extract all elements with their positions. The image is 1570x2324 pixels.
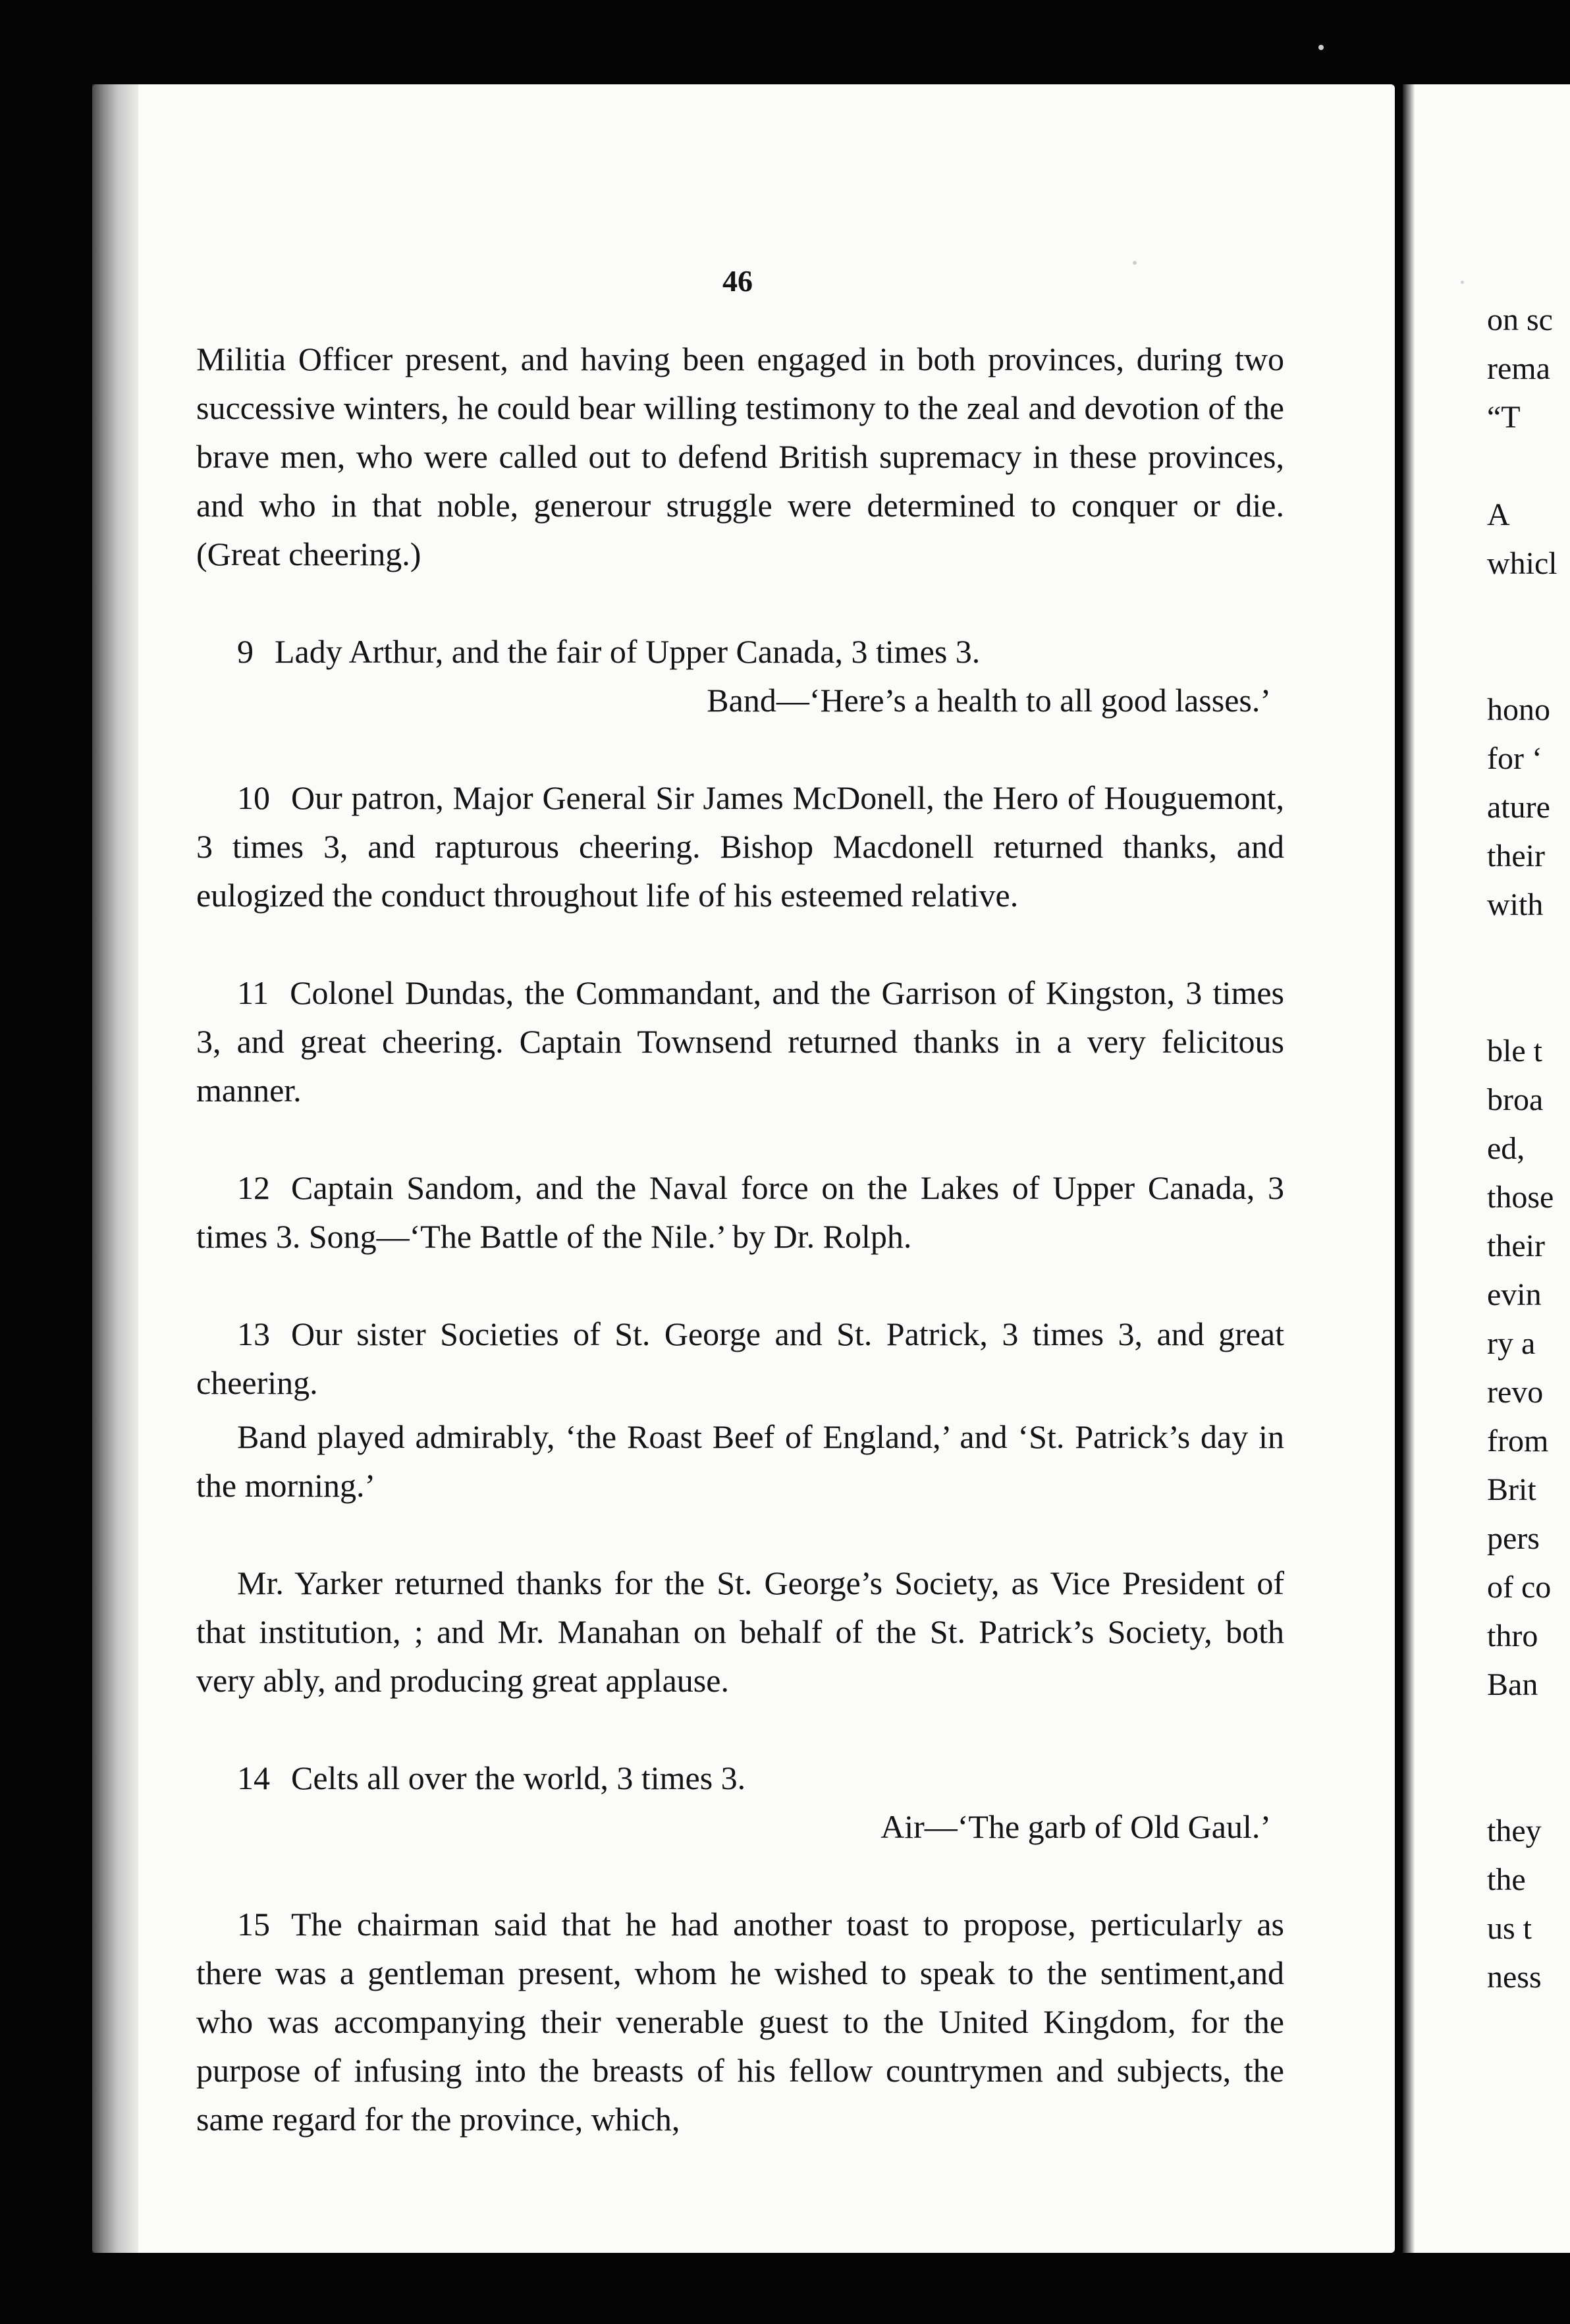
right-page-fragment: their (1487, 839, 1545, 873)
right-page-fragment: those (1487, 1180, 1554, 1215)
right-page-fragment: ness (1487, 1960, 1542, 1995)
toast-9-band (196, 676, 1284, 725)
toast-number: 12 (237, 1169, 270, 1206)
right-page-fragment: “T (1487, 400, 1521, 435)
band-played-paragraph (196, 1412, 1284, 1510)
air-line: Air—‘The garb of Old Gaul.’ (880, 1808, 1271, 1845)
right-page-fragment: rema (1487, 351, 1550, 386)
right-page-fragment (1487, 589, 1570, 638)
right-page-fragment: Brit (1487, 1472, 1536, 1507)
book-spine-shadow (92, 84, 138, 2253)
right-page-text-fragments (1487, 296, 1570, 2003)
toast-14-air (196, 1802, 1284, 1851)
right-page-fragment (1487, 930, 1570, 979)
paragraph-text: Mr. Yarker returned thanks for the St. George’s Society, as Vice President of that institution, ; and Mr. Manahan on behalf of the St. Patrick’s Society, both very ably, and producing great applause. (196, 1564, 1284, 1699)
toast-number: 13 (237, 1315, 270, 1352)
paragraph-militia (196, 335, 1284, 578)
right-page-fragment: on sc (1487, 302, 1553, 337)
right-page-fragment: ature (1487, 790, 1550, 825)
right-page-fragment: revo (1487, 1375, 1544, 1410)
toast-10 (196, 773, 1284, 920)
right-page-fragment: for ‘ (1487, 741, 1542, 776)
right-page-fragment (1487, 979, 1570, 1028)
right-page-fragment: their (1487, 1229, 1545, 1263)
toast-13 (196, 1310, 1284, 1407)
right-page-fragment: whicl (1487, 546, 1557, 581)
toast-text: Our patron, Major General Sir James McDonell, the Hero of Houguemont, 3 times 3, and rapturous cheering. Bishop Macdonell returned thanks, and eulogized the conduct throughout life of his esteemed relative. (196, 779, 1284, 914)
band-line: Band—‘Here’s a health to all good lasses.’ (707, 682, 1271, 719)
toast-text: Captain Sandom, and the Naval force on the Lakes of Upper Canada, 3 times 3. Song—‘The Battle of the Nile.’ by Dr. Rolph. (196, 1169, 1284, 1255)
toast-text: The chairman said that he had another toast to propose, perticularly as there was a gentleman present, whom he wished to speak to the sentiment,and who was accompanying their venerable guest to the United Kingdom, for the purpose of infusing into the breasts of his fellow countrymen and subjects, the same regard for the province, which, (196, 1906, 1284, 2138)
right-page-fragment: Ban (1487, 1667, 1538, 1702)
right-page-fragment: hono (1487, 692, 1550, 727)
toast-12 (196, 1163, 1284, 1261)
toast-number: 15 (237, 1906, 270, 1943)
right-page-fragment: they (1487, 1813, 1542, 1848)
speck (1133, 261, 1137, 265)
right-page-fragment (1487, 443, 1570, 491)
paragraph-text: Band played admirably, ‘the Roast Beef of England,’ and ‘St. Patrick’s day in the morning.’ (196, 1418, 1284, 1504)
toast-number: 11 (237, 974, 269, 1011)
toast-number: 9 (237, 633, 254, 670)
page-body (196, 335, 1284, 2144)
toast-15 (196, 1900, 1284, 2144)
right-page-fragment: ry a (1487, 1326, 1536, 1361)
right-page-fragment: A (1487, 497, 1510, 532)
right-page-fragment: ed, (1487, 1131, 1525, 1166)
yarker-paragraph (196, 1559, 1284, 1705)
right-page-fragment: thro (1487, 1618, 1538, 1653)
right-page-fragment: of co (1487, 1570, 1552, 1605)
right-page-fragment: pers (1487, 1521, 1540, 1556)
right-page-fragment: broa (1487, 1082, 1544, 1117)
right-page-fragment: with (1487, 887, 1544, 922)
right-page-fragment: the (1487, 1862, 1526, 1897)
paragraph-text: Militia Officer present, and having been engaged in both provinces, during two successive winters, he could bear willing testimony to the zeal and devotion of the brave men, who were called out to defend British supremacy in these provinces, and who in that noble, generour struggle were determined to conquer or die. (Great cheering.) (196, 341, 1284, 572)
toast-number: 14 (237, 1759, 270, 1796)
toast-11 (196, 968, 1284, 1115)
toast-text: Lady Arthur, and the fair of Upper Canada, 3 times 3. (275, 633, 981, 670)
right-page-fragment: us t (1487, 1911, 1532, 1946)
right-page-fragment: ble t (1487, 1034, 1542, 1068)
speck (1318, 45, 1324, 50)
toast-number: 10 (237, 779, 270, 816)
right-page-fragment: from (1487, 1424, 1549, 1458)
right-page-fragment (1487, 1759, 1570, 1808)
speck (1461, 281, 1464, 284)
toast-text: Celts all over the world, 3 times 3. (291, 1759, 746, 1796)
toast-text: Colonel Dundas, the Commandant, and the Garrison of Kingston, 3 times 3, and great cheering. Captain Townsend returned thanks in a very felicitous manner. (196, 974, 1284, 1109)
right-page-fragment (1487, 638, 1570, 686)
toast-14 (196, 1754, 1284, 1802)
right-page-fragment: evin (1487, 1277, 1542, 1312)
toast-text: Our sister Societies of St. George and St. Patrick, 3 times 3, and great cheering. (196, 1315, 1284, 1401)
page-number: 46 (722, 264, 753, 298)
right-page-fragment (1487, 1710, 1570, 1759)
toast-9 (196, 627, 1284, 676)
